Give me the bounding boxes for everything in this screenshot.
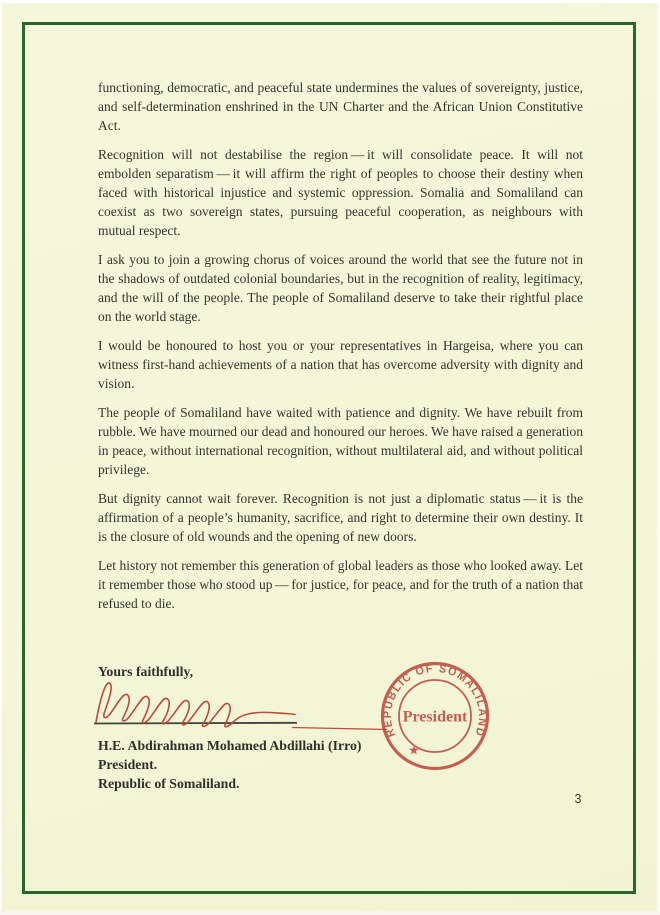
paragraph: functioning, democratic, and peaceful state undermines the values of sovereignty, justice, and self-determination enshrined in the UN Charter and the African Union Constitutive Act. [98,80,583,133]
signature-underline [94,723,297,724]
paragraph: I would be honoured to host you or your representatives in Hargeisa, where you can witness first-hand achievements of a nation that has overcome adversity with dignity and vision. [98,338,583,391]
paragraph: Let history not remember this generation of global leaders as those who looked away. Let it remember those who stood up — for justice, for peace, and for the truth of a nation that refused to die. [98,558,583,611]
closing-salutation: Yours faithfully, [98,664,194,679]
signature-scrawl-svg [89,675,399,735]
paragraph: The people of Somaliland have waited with patience and dignity. We have rebuilt from rubble. We have mourned our dead and honoured our heroes. We have raised a generation in peace, without international recognition, without multilateral aid, and without political privilege. [98,405,583,477]
scan-edge [0,911,660,915]
signature-area [89,675,399,735]
presidential-stamp [375,656,495,776]
handwritten-signature [96,683,295,727]
letter-body [98,78,583,623]
paragraph: I ask you to join a growing chorus of voices around the world that see the future not in the shadows of outdated colonial boundaries, but in the recognition of reality, legitimacy, and the will of the people. The people of Somaliland deserve to take their rightful place on the world stage. [98,252,583,324]
signatory-title: President. [98,757,158,772]
stamp-ring-text: REPUBLIC OF SOMALILAND [381,662,489,740]
page-number: 3 [574,792,582,806]
stamp-center-text: President [402,708,468,726]
signatory-organization: Republic of Somaliland. [98,776,240,791]
signatory-name: H.E. Abdirahman Mohamed Abdillahi (Irro) [98,738,362,753]
signatory-block [98,736,361,793]
paragraph: But dignity cannot wait forever. Recognition is not just a diplomatic status — it is the affirmation of a people’s humanity, sacrifice, and right to determine their own destiny. It is the closure of old wounds and the opening of new doors. [98,491,583,544]
letter-page [2,3,657,911]
paragraph: Recognition will not destabilise the region — it will consolidate peace. It will not embolden separatism — it will affirm the right of peoples to choose their destiny when faced with historical injustice and systemic oppression. Somalia and Somaliland can coexist as two sovereign states, pursuing peaceful cooperation, as neighbours with mutual respect. [98,147,583,238]
signature-tail-stroke [292,728,387,730]
stamp-star-icon: ★ [407,743,420,759]
